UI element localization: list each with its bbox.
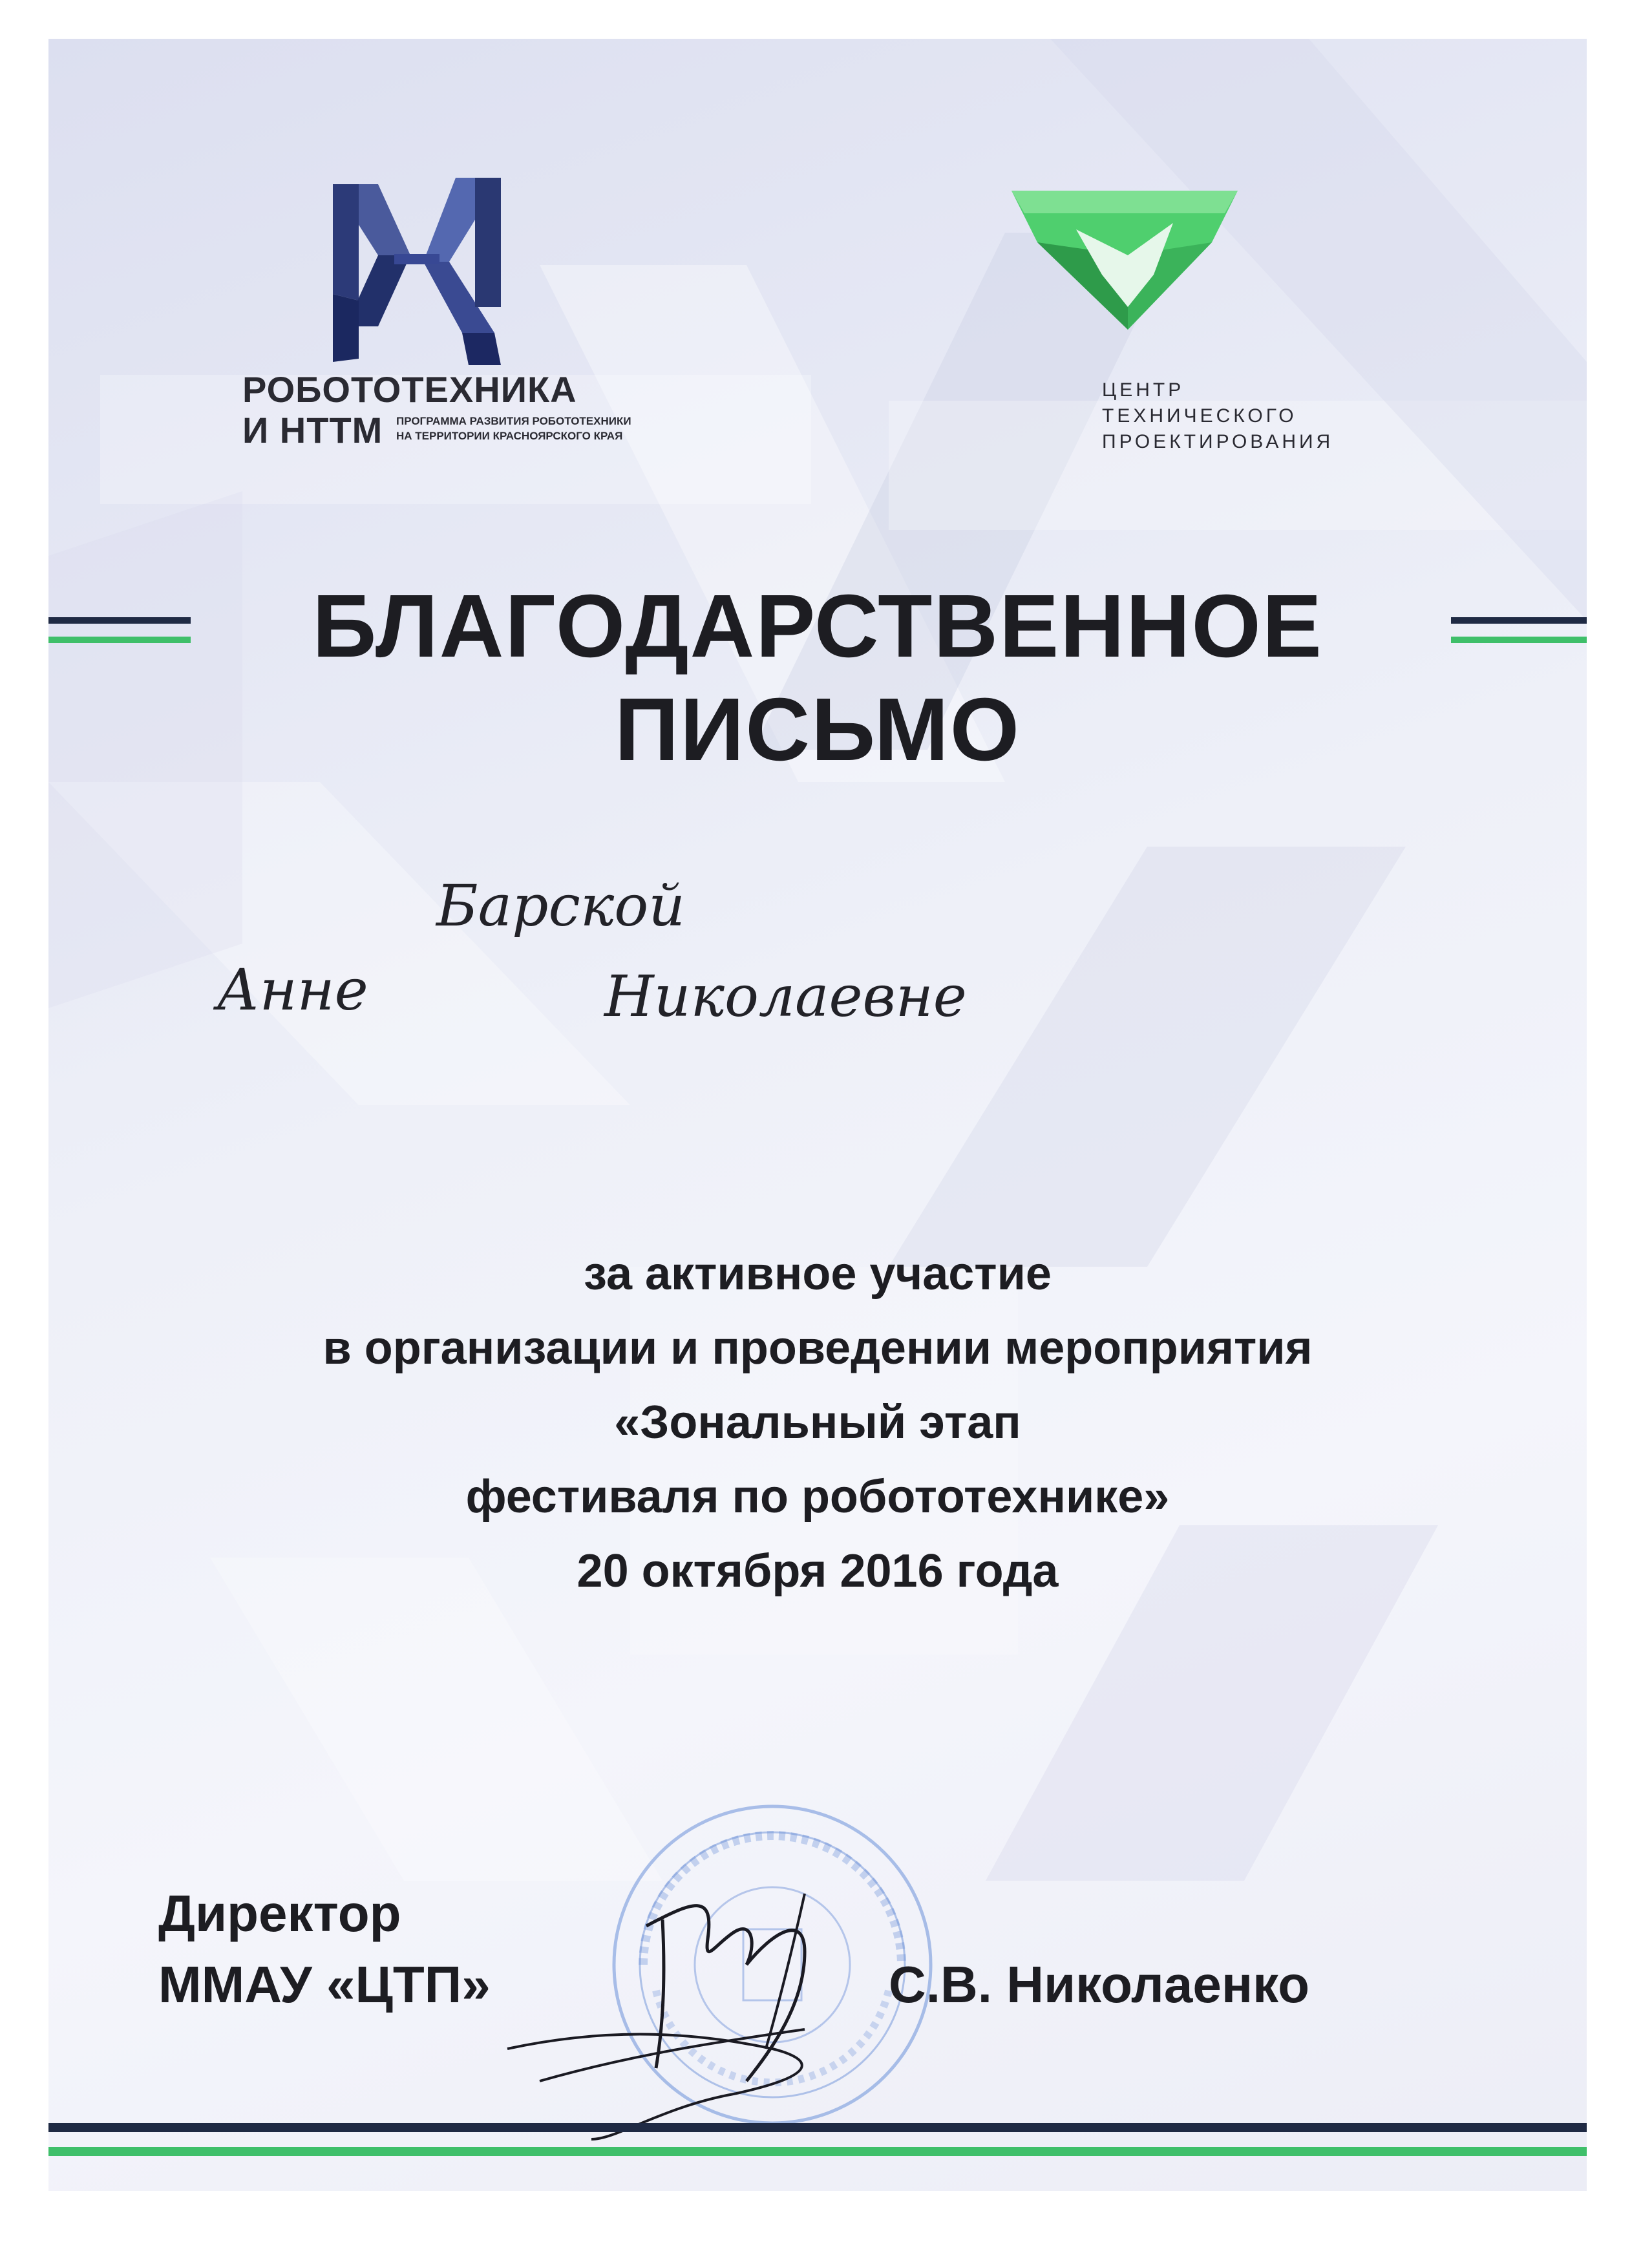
ctp-name-line-1: ЦЕНТР <box>1102 379 1185 401</box>
certificate-sheet <box>48 39 1587 2191</box>
title-line-1: БЛАГОДАРСТВЕННОЕ <box>312 576 1323 676</box>
body-line-4: фестиваля по робототехнике» <box>465 1471 1170 1523</box>
signer-role-line-2: ММАУ «ЦТП» <box>158 1956 491 2013</box>
tagline-line-1: ПРОГРАММА РАЗВИТИЯ РОБОТОТЕХНИКИ <box>396 415 631 427</box>
ctp-name-line-2: ТЕХНИЧЕСКОГО <box>1102 405 1297 427</box>
footer-decoration-dark <box>48 2123 1587 2132</box>
ctp-logo <box>979 184 1432 507</box>
brand-line-1: РОБОТОТЕХНИКА <box>242 369 577 410</box>
recipient-first-name: Анне <box>217 957 368 1023</box>
ctp-green-shield-logo-icon <box>999 184 1251 330</box>
handwritten-signature-icon <box>501 1835 953 2146</box>
body-line-2: в организации и проведении мероприятия <box>323 1322 1313 1374</box>
signer-name: С.В. Николаенко <box>889 1956 1310 2013</box>
title-line-2: ПИСЬМО <box>614 680 1021 779</box>
body-line-1: за активное участие <box>584 1248 1052 1300</box>
footer-decoration-green <box>48 2147 1587 2156</box>
signer-role-line-1: Директор <box>158 1885 401 1942</box>
tagline-line-2: НА ТЕРРИТОРИИ КРАСНОЯРСКОГО КРАЯ <box>396 430 623 442</box>
robotics-x-logo-icon <box>333 178 501 365</box>
body-line-3: «Зональный этап <box>614 1397 1021 1448</box>
recipient-patronymic: Николаевне <box>604 963 967 1030</box>
robotics-program-logo <box>242 178 824 501</box>
ctp-name-line-3: ПРОЕКТИРОВАНИЯ <box>1102 431 1334 452</box>
brand-line-2: И НТТМ <box>242 410 383 450</box>
body-line-5: 20 октября 2016 года <box>577 1545 1059 1597</box>
recipient-last-name: Барской <box>436 872 685 939</box>
